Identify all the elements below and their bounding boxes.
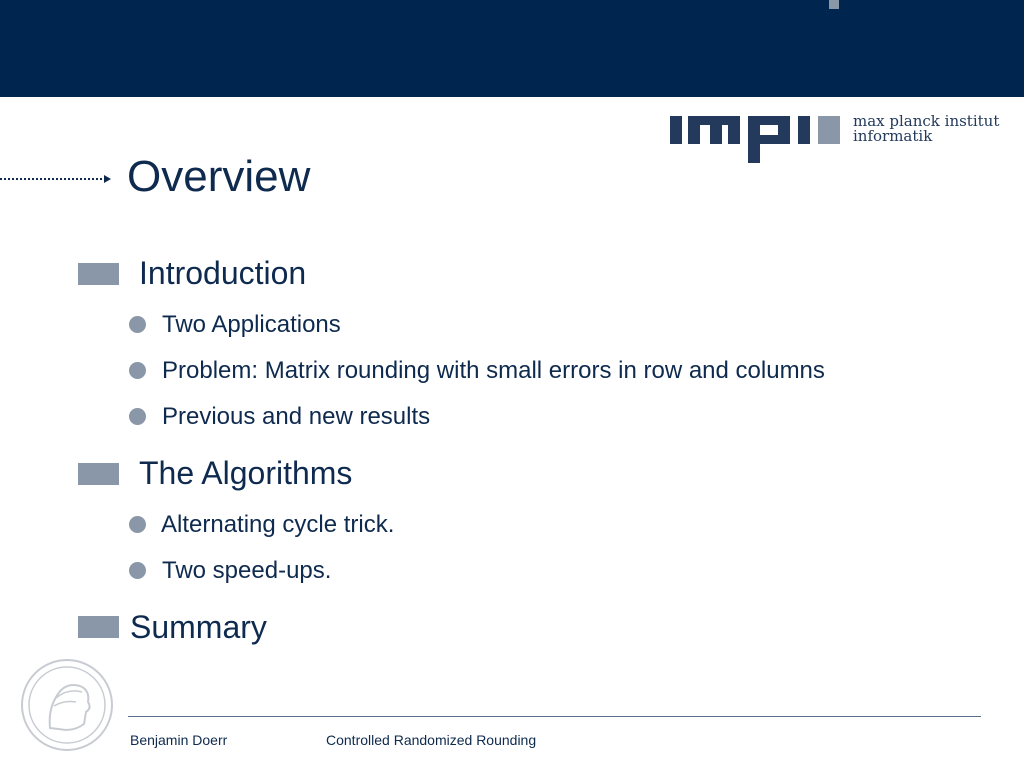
bullet-dot <box>129 562 146 579</box>
header-band <box>0 0 1024 97</box>
bullet-item: Two Applications <box>162 311 341 338</box>
section-marker <box>78 263 119 285</box>
minerva-seal-icon <box>20 658 114 752</box>
bullet-dot <box>129 362 146 379</box>
bullet-item: Previous and new results <box>162 403 431 430</box>
bullet-dot <box>129 516 146 533</box>
bullet-item: Alternating cycle trick. <box>161 511 395 538</box>
dotted-arrow-icon <box>0 172 112 186</box>
section-marker <box>78 616 119 638</box>
logo-text <box>853 114 999 144</box>
bullet-item: Two speed-ups. <box>162 557 332 584</box>
slide-title: Overview <box>127 152 311 201</box>
bullet-item: Problem: Matrix rounding with small errors in row and columns <box>162 357 825 384</box>
section-heading: Summary <box>130 609 267 645</box>
section-heading: Introduction <box>139 255 307 291</box>
logo-text-line1: max planck institut <box>853 112 1000 130</box>
bullet-dot <box>129 408 146 425</box>
footer-divider <box>128 716 981 717</box>
footer-author: Benjamin Doerr <box>130 732 228 748</box>
footer-talk-title: Controlled Randomized Rounding <box>326 732 537 748</box>
section-heading: The Algorithms <box>139 455 353 491</box>
bullet-dot <box>129 316 146 333</box>
section-marker <box>78 463 119 485</box>
header-mark <box>829 0 839 9</box>
logo-text-line2: informatik <box>853 127 933 145</box>
